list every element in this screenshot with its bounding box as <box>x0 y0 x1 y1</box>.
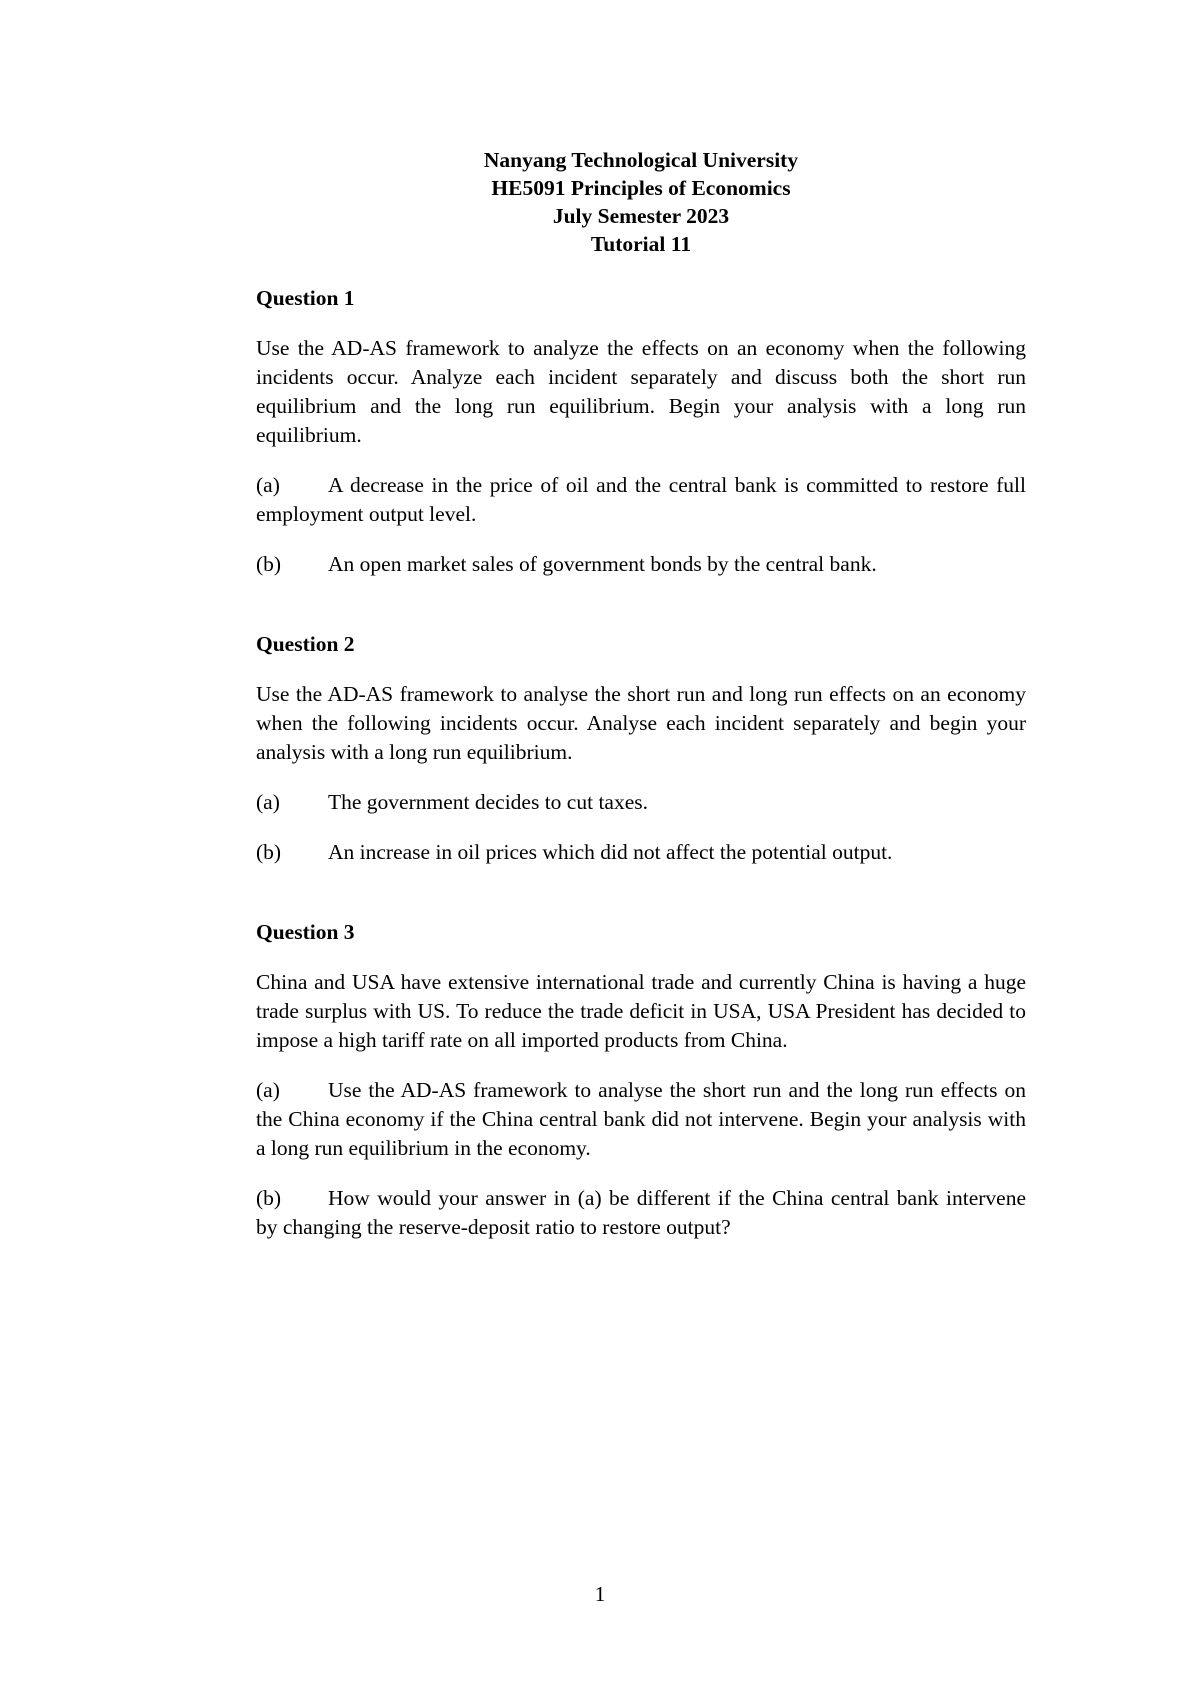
part-label: (a) <box>256 473 280 497</box>
part-text: Use the AD-AS framework to analyse the short run and the long run effects on the China economy if the China central bank did not intervene. Begin your analysis with a long run equilibrium in the economy. <box>256 1078 1026 1160</box>
question-1-part-a <box>256 471 1026 529</box>
part-label: (a) <box>256 790 280 814</box>
part-text: How would your answer in (a) be different if the China central bank intervene by changing the reserve-deposit ratio to restore output? <box>256 1186 1026 1239</box>
document-page <box>256 146 1026 1242</box>
part-label: (b) <box>256 840 282 864</box>
question-2-part-a <box>256 788 1026 817</box>
part-text: The government decides to cut taxes. <box>328 790 649 814</box>
part-text: An increase in oil prices which did not affect the potential output. <box>328 840 893 864</box>
question-2-heading: Question 2 <box>256 632 355 656</box>
part-label: (b) <box>256 1186 282 1210</box>
part-label: (b) <box>256 552 282 576</box>
question-2-intro: Use the AD-AS framework to analyse the short run and long run effects on an economy when the following incidents occur. Analyse each incident separately and begin your analysis with a long run equilibrium. <box>256 682 1026 764</box>
question-1-part-b <box>256 550 1026 579</box>
question-2-part-b <box>256 838 1026 867</box>
part-text: An open market sales of government bonds by the central bank. <box>328 552 877 576</box>
question-1-intro: Use the AD-AS framework to analyze the effects on an economy when the following incidents occur. Analyze each incident separately and discuss both the short run equilibrium and the long run equilibrium. Begin your analysis with a long run equilibrium. <box>256 336 1026 447</box>
part-label: (a) <box>256 1078 280 1102</box>
question-1-heading: Question 1 <box>256 286 355 310</box>
page-number: 1 <box>594 1582 606 1606</box>
university-name: Nanyang Technological University <box>483 148 799 172</box>
document-header <box>256 146 1026 258</box>
question-3-part-b <box>256 1184 1026 1242</box>
semester: July Semester 2023 <box>552 204 730 228</box>
tutorial-title: Tutorial 11 <box>590 232 692 256</box>
question-3-heading: Question 3 <box>256 920 355 944</box>
part-text: A decrease in the price of oil and the central bank is committed to restore full employment output level. <box>256 473 1026 526</box>
course-title: HE5091 Principles of Economics <box>491 176 791 200</box>
question-3-intro: China and USA have extensive international trade and currently China is having a huge trade surplus with US. To reduce the trade deficit in USA, USA President has decided to impose a high tariff rate on all imported products from China. <box>256 970 1026 1052</box>
question-3-part-a <box>256 1076 1026 1163</box>
